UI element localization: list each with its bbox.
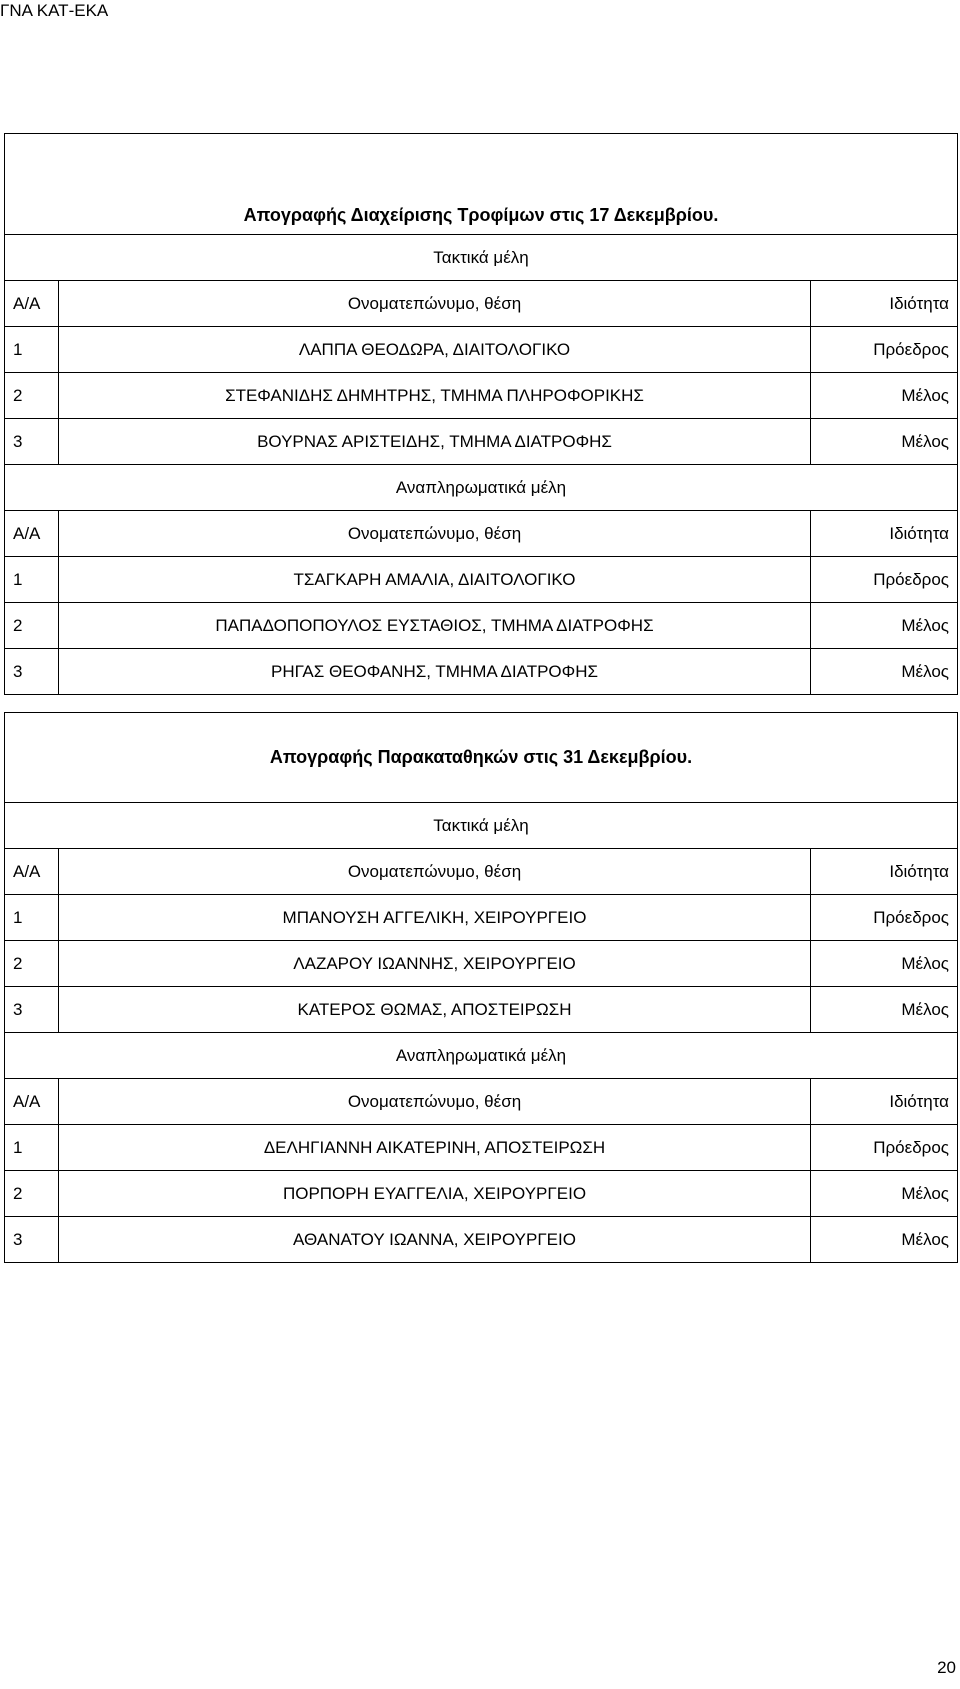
member-name: ΤΣΑΓΚΑΡΗ ΑΜΑΛΙΑ, ΔΙΑΙΤΟΛΟΓΙΚΟ	[59, 557, 811, 603]
member-role: Μέλος	[811, 1171, 958, 1217]
member-num: 2	[5, 941, 59, 987]
table-row	[5, 1217, 958, 1263]
member-num: 3	[5, 987, 59, 1033]
member-role: Μέλος	[811, 987, 958, 1033]
member-num: 3	[5, 1217, 59, 1263]
column-header-num: Α/Α	[5, 281, 59, 327]
member-name: ΒΟΥΡΝΑΣ ΑΡΙΣΤΕΙΔΗΣ, ΤΜΗΜΑ ΔΙΑΤΡΟΦΗΣ	[59, 419, 811, 465]
table-row	[5, 895, 958, 941]
column-header-name: Ονοματεπώνυμο, θέση	[59, 511, 811, 557]
committee-table-food-inventory	[4, 133, 958, 695]
committee-table-deposits-inventory	[4, 712, 958, 1263]
table-row	[5, 987, 958, 1033]
member-role: Πρόεδρος	[811, 327, 958, 373]
table-row	[5, 373, 958, 419]
table-row	[5, 603, 958, 649]
member-name: ΛΑΠΠΑ ΘΕΟΔΩΡΑ, ΔΙΑΙΤΟΛΟΓΙΚΟ	[59, 327, 811, 373]
member-role: Πρόεδρος	[811, 1125, 958, 1171]
member-num: 2	[5, 603, 59, 649]
member-num: 1	[5, 557, 59, 603]
table-row	[5, 649, 958, 695]
member-num: 3	[5, 649, 59, 695]
member-role: Πρόεδρος	[811, 895, 958, 941]
table-row	[5, 557, 958, 603]
table-row	[5, 941, 958, 987]
column-header-row	[5, 511, 958, 557]
section-alternate-members: Αναπληρωματικά μέλη	[5, 465, 958, 511]
column-header-row	[5, 849, 958, 895]
column-header-name: Ονοματεπώνυμο, θέση	[59, 1079, 811, 1125]
table-row	[5, 1171, 958, 1217]
column-header-row	[5, 281, 958, 327]
member-num: 3	[5, 419, 59, 465]
member-name: ΡΗΓΑΣ ΘΕΟΦΑΝΗΣ, ΤΜΗΜΑ ΔΙΑΤΡΟΦΗΣ	[59, 649, 811, 695]
section-regular-members: Τακτικά μέλη	[5, 803, 958, 849]
member-name: ΑΘΑΝΑΤΟΥ ΙΩΑΝΝΑ, ΧΕΙΡΟΥΡΓΕΙΟ	[59, 1217, 811, 1263]
column-header-role: Ιδιότητα	[811, 849, 958, 895]
committee-title: Απογραφής Διαχείρισης Τροφίμων στις 17 Δεκεμβρίου.	[5, 134, 958, 235]
member-name: ΣΤΕΦΑΝΙΔΗΣ ΔΗΜΗΤΡΗΣ, ΤΜΗΜΑ ΠΛΗΡΟΦΟΡΙΚΗΣ	[59, 373, 811, 419]
member-num: 1	[5, 895, 59, 941]
page-number: 20	[937, 1658, 956, 1677]
column-header-name: Ονοματεπώνυμο, θέση	[59, 849, 811, 895]
member-role: Μέλος	[811, 603, 958, 649]
table-row	[5, 1125, 958, 1171]
column-header-role: Ιδιότητα	[811, 511, 958, 557]
member-name: ΠΟΡΠΟΡΗ ΕΥΑΓΓΕΛΙΑ, ΧΕΙΡΟΥΡΓΕΙΟ	[59, 1171, 811, 1217]
table-row	[5, 419, 958, 465]
member-name: ΛΑΖΑΡΟΥ ΙΩΑΝΝΗΣ, ΧΕΙΡΟΥΡΓΕΙΟ	[59, 941, 811, 987]
column-header-role: Ιδιότητα	[811, 281, 958, 327]
table-row	[5, 327, 958, 373]
member-role: Μέλος	[811, 373, 958, 419]
section-alternate-members: Αναπληρωματικά μέλη	[5, 1033, 958, 1079]
column-header-num: Α/Α	[5, 849, 59, 895]
column-header-name: Ονοματεπώνυμο, θέση	[59, 281, 811, 327]
member-role: Πρόεδρος	[811, 557, 958, 603]
column-header-role: Ιδιότητα	[811, 1079, 958, 1125]
column-header-num: Α/Α	[5, 1079, 59, 1125]
column-header-num: Α/Α	[5, 511, 59, 557]
member-num: 1	[5, 1125, 59, 1171]
member-name: ΔΕΛΗΓΙΑΝΝΗ ΑΙΚΑΤΕΡΙΝΗ, ΑΠΟΣΤΕΙΡΩΣΗ	[59, 1125, 811, 1171]
member-role: Μέλος	[811, 1217, 958, 1263]
section-regular-members: Τακτικά μέλη	[5, 235, 958, 281]
member-role: Μέλος	[811, 419, 958, 465]
member-num: 1	[5, 327, 59, 373]
column-header-row	[5, 1079, 958, 1125]
member-name: ΚΑΤΕΡΟΣ ΘΩΜΑΣ, ΑΠΟΣΤΕΙΡΩΣΗ	[59, 987, 811, 1033]
member-num: 2	[5, 373, 59, 419]
document-header: ΓΝΑ ΚΑΤ-ΕΚΑ	[0, 1, 109, 20]
member-role: Μέλος	[811, 941, 958, 987]
committee-title: Απογραφής Παρακαταθηκών στις 31 Δεκεμβρίου.	[5, 713, 958, 803]
member-num: 2	[5, 1171, 59, 1217]
member-role: Μέλος	[811, 649, 958, 695]
member-name: ΜΠΑΝΟΥΣΗ ΑΓΓΕΛΙΚΗ, ΧΕΙΡΟΥΡΓΕΙΟ	[59, 895, 811, 941]
member-name: ΠΑΠΑΔΟΠΟΠΟΥΛΟΣ ΕΥΣΤΑΘΙΟΣ, ΤΜΗΜΑ ΔΙΑΤΡΟΦΗΣ	[59, 603, 811, 649]
